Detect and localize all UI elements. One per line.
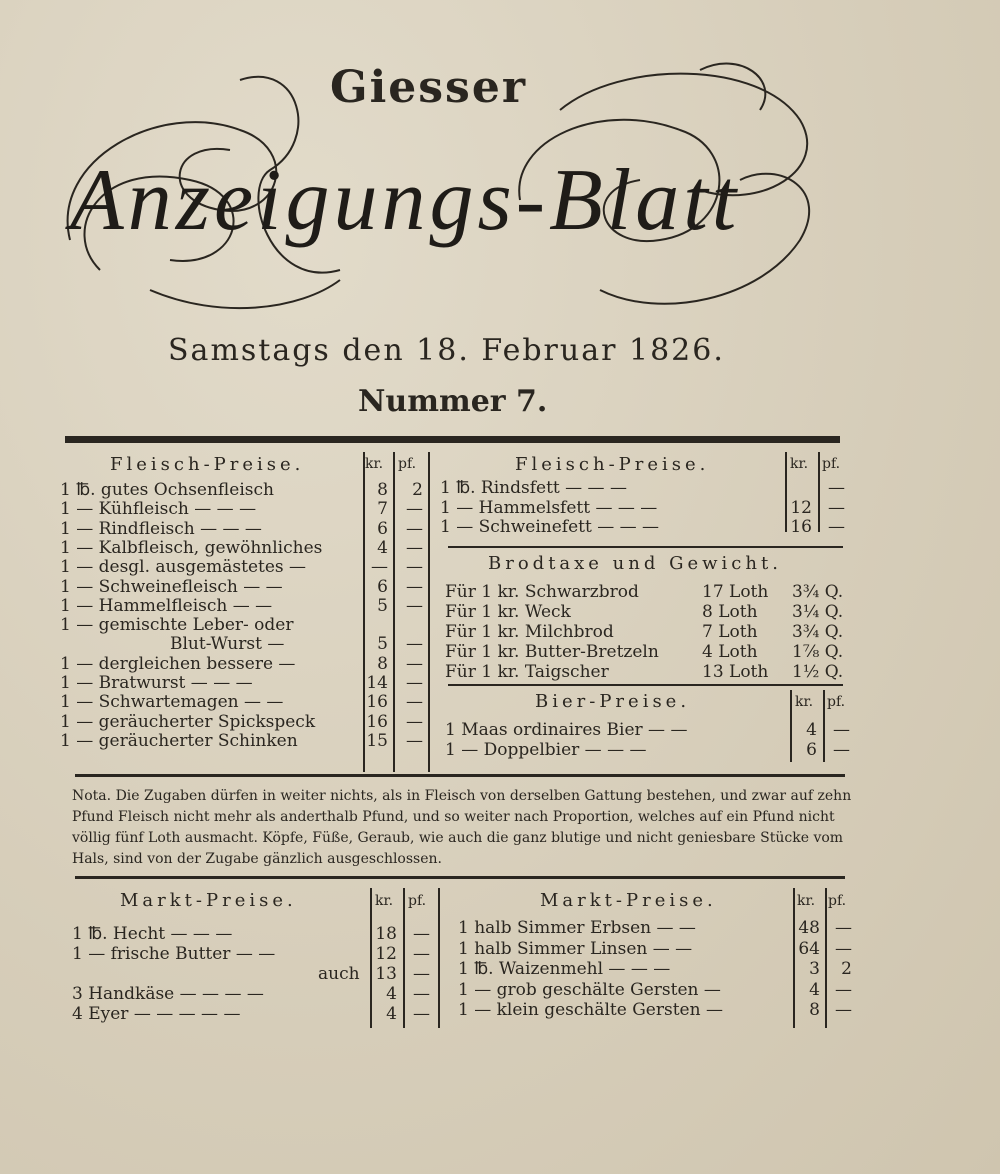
row-pf-value: — [406, 595, 423, 616]
row-kr-value: 4 [386, 1004, 397, 1024]
bier-pf-header: pf. [827, 694, 846, 710]
row-label: 1 ℔. Hecht — — — [72, 924, 233, 944]
row-pf-value: — [406, 634, 423, 655]
row-pf-value: — [413, 1004, 430, 1024]
row-pf-value: — [833, 740, 850, 760]
row-kr-value: 4 [377, 537, 388, 558]
row-kr-value: 12 [375, 944, 397, 964]
brod-row-loth: 4 Loth [702, 642, 758, 662]
row-kr-value: — [371, 557, 388, 578]
brod-row-loth: 17 Loth [702, 582, 769, 602]
row-pf-value: — [406, 518, 423, 539]
brod-row-label: Für 1 kr. Butter-Bretzeln [445, 642, 659, 662]
row-label: 1 — Kühfleisch — — — [60, 499, 257, 520]
brod-row-loth: 8 Loth [702, 602, 758, 622]
row-label: auch [318, 964, 360, 984]
fleisch-right-kr-header: kr. [790, 456, 809, 472]
row-kr-value: 16 [366, 711, 388, 732]
nota-text: Die Zugaben dürfen in weiter nichts, als in Fleisch von derselben Gattung bestehen, und zwar auf zehn Pfund Fleisch nicht mehr als anderthalb Pfund, und so weiter nach Proportion, welches auf ein Pfund nicht völlig fünf Loth ausmacht. Köpfe, Füße, Geraub, wie auch die ganz blutige und nicht geniesbare Stücke vom Hals, sind von der Zugabe gänzlich ausgeschlossen. [72, 788, 852, 867]
row-kr-value: 15 [366, 730, 388, 751]
row-label: 1 — gemischte Leber- oder [60, 615, 294, 636]
brod-top-rule [448, 546, 843, 548]
row-label: 1 halb Simmer Erbsen — — [458, 918, 696, 938]
row-label: 1 — Hammelsfett — — — [440, 497, 658, 518]
row-label: 1 — desgl. ausgemästetes — [60, 557, 307, 578]
row-pf-value: — [835, 938, 852, 959]
row-pf-value: — [835, 918, 852, 938]
markt-left-pf-header: pf. [408, 893, 427, 909]
row-pf-value: — [828, 478, 845, 498]
markt-left-kr-header: kr. [375, 893, 394, 909]
row-label: 1 ℔. Rindsfett — — — [440, 478, 627, 498]
row-kr-value: 12 [790, 497, 812, 518]
row-pf-value: — [835, 979, 852, 1000]
row-pf-value: — [406, 653, 423, 674]
markt-left-title: Markt-Preise. [120, 890, 297, 911]
row-pf-value: — [828, 497, 845, 518]
row-pf-value: — [406, 557, 423, 578]
brod-row-loth: 13 Loth [702, 662, 769, 682]
row-kr-value: 4 [809, 979, 820, 1000]
markt-right-title: Markt-Preise. [540, 890, 717, 911]
row-label: 1 — frische Butter — — [72, 944, 276, 964]
row-kr-value: 3 [809, 959, 820, 979]
bier-top-rule [448, 684, 843, 686]
row-label: Blut-Wurst — [170, 634, 285, 655]
brod-row-q: 1½ Q. [792, 662, 844, 682]
row-kr-value: 6 [377, 576, 388, 597]
row-kr-value: 8 [809, 1000, 820, 1020]
row-label: 1 — dergleichen bessere — [60, 653, 296, 674]
row-kr-value: 18 [375, 924, 397, 944]
row-label: 1 — Bratwurst — — — [60, 673, 253, 693]
brod-title: Brodtaxe und Gewicht. [488, 553, 782, 574]
row-pf-value: — [413, 924, 430, 944]
fleisch-right-title: Fleisch-Preise. [515, 454, 710, 475]
row-pf-value: — [833, 720, 850, 740]
row-kr-value: 16 [366, 692, 388, 713]
row-label: 1 — klein geschälte Gersten — [458, 1000, 723, 1020]
row-kr-value: 6 [377, 518, 388, 539]
lower-rule [75, 876, 845, 879]
row-label: 1 — geräucherter Spickspeck [60, 711, 316, 732]
brod-row-q: 1⅞ Q. [792, 642, 844, 662]
nota-paragraph [72, 786, 862, 870]
lower-center-rule [438, 888, 440, 1028]
row-label: 1 Maas ordinaires Bier — — [445, 720, 688, 740]
brod-row-label: Für 1 kr. Taigscher [445, 662, 609, 682]
row-pf-value: — [406, 711, 423, 732]
row-kr-value: 5 [377, 634, 388, 655]
row-label: 1 — Schweinefleisch — — [60, 576, 283, 597]
row-label: 1 — grob geschälte Gersten — [458, 979, 721, 1000]
row-label: 1 halb Simmer Linsen — — [458, 938, 693, 959]
brod-row-q: 3¼ Q. [792, 602, 844, 622]
row-pf-value: — [406, 730, 423, 751]
row-kr-value: 8 [377, 653, 388, 674]
row-label: 1 ℔. gutes Ochsenfleisch [60, 480, 274, 500]
row-kr-value: 13 [375, 964, 397, 984]
row-label: 1 — Schwartemagen — — [60, 692, 284, 713]
fleisch-left-kr-header: kr. [365, 456, 384, 472]
row-pf-value: — [406, 692, 423, 713]
row-kr-value: 5 [377, 595, 388, 616]
row-kr-value: 4 [806, 720, 817, 740]
row-label: 1 ℔. Waizenmehl — — — [458, 959, 671, 979]
row-pf-value: — [413, 964, 430, 984]
brod-row-loth: 7 Loth [702, 622, 758, 642]
row-kr-value: 14 [366, 673, 388, 693]
row-label: 3 Handkäse — — — — [72, 984, 264, 1004]
dateline: Samstags den 18. Februar 1826. [168, 333, 725, 368]
fleisch-left-pf-header: pf. [398, 456, 417, 472]
markt-right-pf-header: pf. [828, 893, 847, 909]
row-kr-value: 8 [377, 480, 388, 500]
upper-center-rule [428, 452, 430, 772]
row-pf-value: — [406, 499, 423, 520]
row-pf-value: — [406, 576, 423, 597]
bier-kr-header: kr. [795, 694, 814, 710]
row-pf-value: 2 [412, 480, 423, 500]
row-pf-value: — [406, 537, 423, 558]
row-pf-value: 2 [841, 959, 852, 979]
brod-row-q: 3¾ Q. [792, 582, 844, 602]
row-kr-value: 6 [806, 740, 817, 760]
row-kr-value: 48 [798, 918, 820, 938]
row-label: 1 — Kalbfleisch, gewöhnliches [60, 537, 323, 558]
row-pf-value: — [828, 517, 845, 537]
masthead-title: Anzeigungs-Blatt [70, 152, 741, 249]
fleisch-right-pf-header: pf. [822, 456, 841, 472]
row-label: 4 Eyer — — — — — [72, 1004, 241, 1024]
row-label: 1 — geräucherter Schinken [60, 730, 298, 751]
issue-number: Nummer 7. [358, 384, 548, 419]
row-pf-value: — [406, 673, 423, 693]
brod-row-q: 3¾ Q. [792, 622, 844, 642]
masthead-small-title: Giesser [330, 62, 528, 113]
brod-row-label: Für 1 kr. Schwarzbrod [445, 582, 639, 602]
row-kr-value: 4 [386, 984, 397, 1004]
top-thick-rule [65, 436, 840, 443]
row-label: 1 — Doppelbier — — — [445, 740, 647, 760]
row-label: 1 — Schweinefett — — — [440, 517, 660, 537]
brod-row-label: Für 1 kr. Milchbrod [445, 622, 614, 642]
nota-lead: Nota. [72, 788, 112, 804]
row-label: 1 — Rindfleisch — — — [60, 518, 262, 539]
fleisch-left-title: Fleisch-Preise. [110, 454, 305, 475]
row-kr-value: 64 [798, 938, 820, 959]
row-label: 1 — Hammelfleisch — — [60, 595, 273, 616]
row-kr-value: 16 [790, 517, 812, 537]
row-kr-value: 7 [377, 499, 388, 520]
markt-right-kr-header: kr. [797, 893, 816, 909]
row-pf-value: — [835, 1000, 852, 1020]
row-pf-value: — [413, 944, 430, 964]
mid-rule [75, 774, 845, 777]
bier-title: Bier-Preise. [535, 691, 691, 712]
brod-row-label: Für 1 kr. Weck [445, 602, 571, 622]
row-pf-value: — [413, 984, 430, 1004]
